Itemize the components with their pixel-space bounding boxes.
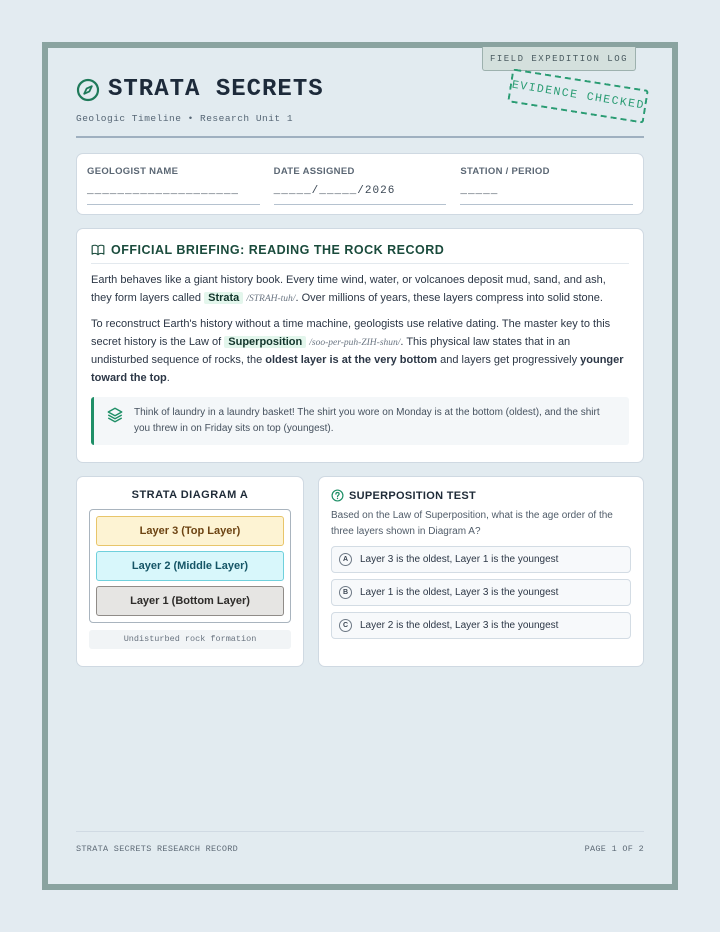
footer-record-label: STRATA SECRETS RESEARCH RECORD xyxy=(76,844,239,854)
question-circle-icon xyxy=(331,489,344,502)
answer-option-c[interactable] xyxy=(331,612,631,639)
p2-text-d: . xyxy=(166,371,170,384)
analogy-callout xyxy=(91,397,629,445)
pronunciation-superposition: /soo-per-puh-ZIH-shun/ xyxy=(309,337,401,348)
evidence-stamp: EVIDENCE CHECKED xyxy=(507,68,649,123)
term-superposition: Superposition xyxy=(224,336,306,348)
option-c-text: Layer 2 is the oldest, Layer 3 is the youngest xyxy=(360,620,559,631)
date-assigned-field[interactable] xyxy=(274,166,447,214)
p2-text-a: To reconstruct Earth's history without a time machine, geologists use relative dating. The master key to this secret history is the Law of xyxy=(91,318,611,348)
superposition-test-card xyxy=(318,476,644,667)
footer-page-number: PAGE 1 OF 2 xyxy=(584,844,644,854)
briefing-header xyxy=(91,243,629,264)
layer-2-middle: Layer 2 (Middle Layer) xyxy=(96,551,284,581)
date-assigned-label: DATE ASSIGNED xyxy=(273,166,355,177)
p2-text-b: . This physical law states that in an undisturbed sequence of rocks, the xyxy=(91,335,571,366)
student-info-card xyxy=(76,153,644,215)
page-footer xyxy=(76,831,644,854)
strata-stack xyxy=(89,509,291,623)
layer-1-bottom: Layer 1 (Bottom Layer) xyxy=(96,586,284,616)
p2-text-c: and layers get progressively xyxy=(437,354,581,366)
option-c-badge: C xyxy=(339,619,352,632)
date-assigned-blank[interactable]: _____/_____/2026 xyxy=(274,185,447,205)
answer-option-a[interactable] xyxy=(331,546,631,573)
option-a-badge: A xyxy=(339,553,352,566)
p1-text-a: Earth behaves like a giant history book. Every time wind, water, or volcanoes deposit mud, sand, and ash, they form layers called xyxy=(91,274,606,304)
layers-icon xyxy=(106,406,124,424)
option-b-badge: B xyxy=(339,586,352,599)
briefing-paragraph-1 xyxy=(91,272,629,308)
quiz-title: SUPERPOSITION TEST xyxy=(349,489,477,502)
quiz-header xyxy=(331,489,631,502)
station-period-blank[interactable]: _____ xyxy=(460,185,633,205)
page-title: STRATA SECRETS xyxy=(108,76,324,103)
field-log-tab: FIELD EXPEDITION LOG xyxy=(482,47,636,71)
station-period-field[interactable] xyxy=(460,166,633,214)
geologist-name-label: GEOLOGIST NAME xyxy=(87,166,179,177)
diagram-title: STRATA DIAGRAM A xyxy=(131,489,249,501)
option-b-text: Layer 1 is the oldest, Layer 3 is the youngest xyxy=(360,587,559,598)
briefing-paragraph-2 xyxy=(91,316,629,387)
geologist-name-field[interactable] xyxy=(87,166,260,214)
page-subtitle: Geologic Timeline • Research Unit 1 xyxy=(76,113,294,124)
p2-bold-youngest: younger toward the top xyxy=(91,354,624,384)
compass-icon xyxy=(76,78,100,102)
pronunciation-strata: /STRAH-tuh/ xyxy=(246,293,296,304)
callout-text: Think of laundry in a laundry basket! The shirt you wore on Monday is at the bottom (oldest), and the shirt you threw in on Friday sits on top (youngest). xyxy=(134,407,600,434)
quiz-question: Based on the Law of Superposition, what is the age order of the three layers shown in Diagram A? xyxy=(331,510,613,537)
geologist-name-blank[interactable]: ____________________ xyxy=(87,185,260,205)
page-header xyxy=(76,76,646,124)
layer-3-top: Layer 3 (Top Layer) xyxy=(96,516,284,546)
diagram-caption: Undisturbed rock formation xyxy=(89,630,291,649)
p1-text-b: . Over millions of years, these layers compress into solid stone. xyxy=(295,291,603,304)
answer-option-b[interactable] xyxy=(331,579,631,606)
term-strata: Strata xyxy=(204,292,243,304)
briefing-card xyxy=(76,228,644,463)
open-book-icon xyxy=(91,243,105,257)
briefing-title: OFFICIAL BRIEFING: READING THE ROCK RECORD xyxy=(111,243,445,257)
strata-diagram-card xyxy=(76,476,304,667)
station-period-label: STATION / PERIOD xyxy=(460,166,550,177)
worksheet-page xyxy=(42,42,678,890)
option-a-text: Layer 3 is the oldest, Layer 1 is the youngest xyxy=(360,554,559,565)
header-divider xyxy=(76,136,644,138)
p2-bold-oldest: oldest layer is at the very bottom xyxy=(265,354,438,366)
